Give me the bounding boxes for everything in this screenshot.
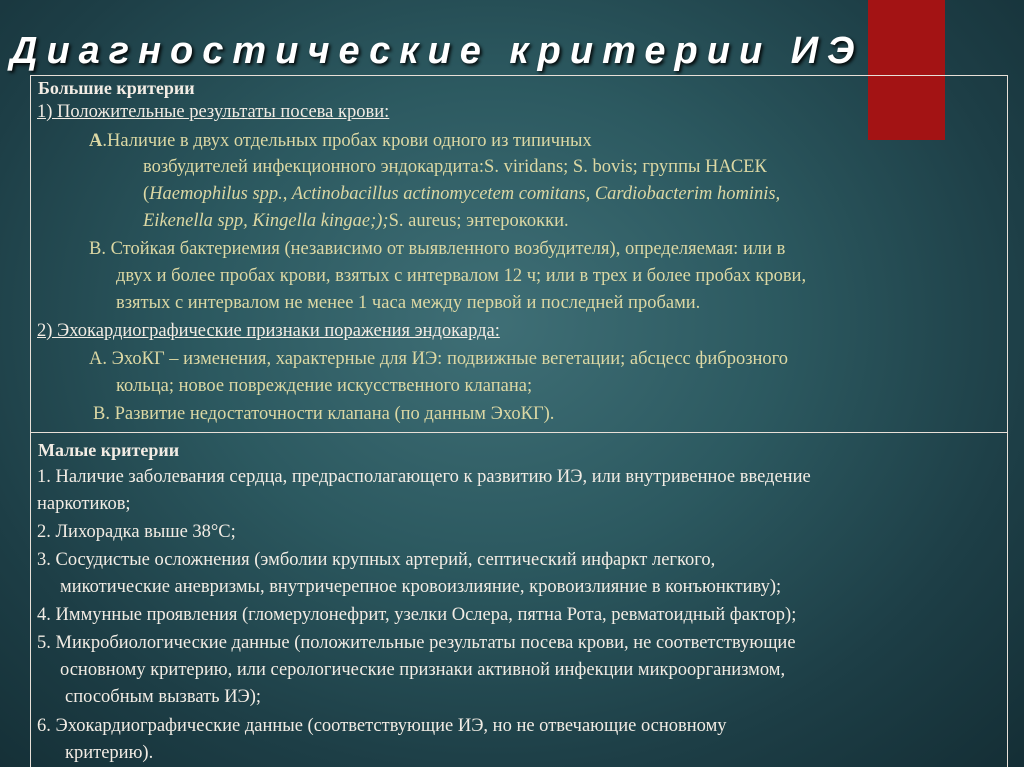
criterion-a-line-4 [143,208,569,234]
echo-b-line: В. Развитие недостаточности клапана (по данным ЭхоКГ). [93,404,555,424]
criterion-a-paren: ( [143,184,150,204]
minor-line-1: 1. Наличие заболевания сердца, предрасполагающего к развитию ИЭ, или внутривенное введение [37,467,811,487]
echo-heading: 2) Эхокардиографические признаки поражения эндокарда: [37,321,500,341]
minor-line-4: 3. Сосудистые осложнения (эмболии крупных артерий, септический инфаркт легкого, [37,550,716,570]
minor-criteria-header: Малые критерии [38,440,180,460]
blood-culture-heading: 1) Положительные результаты посева крови: [37,102,390,122]
echo-a-line-2: кольца; новое повреждение искусственного клапана; [116,376,533,396]
minor-line-6: 4. Иммунные проявления (гломерулонефрит, узелки Ослера, пятна Рота, ревматоидный фактор); [37,605,797,625]
criteria-table [30,75,1008,767]
minor-line-8: основному критерию, или серологические признаки активной инфекции микроорганизмом, [60,660,786,680]
major-criteria-header: Большие критерии [38,78,195,98]
criterion-a-line-2: возбудителей инфекционного эндокардита:S. viridans; S. bovis; группы НАСЕК [143,157,767,177]
minor-line-10: 6. Эхокардиографические данные (соответствующие ИЭ, но не отвечающие основному [37,716,727,736]
criterion-b-line-2: двух и более пробах крови, взятых с интервалом 12 ч; или в трех и более пробах крови, [116,266,807,286]
echo-a-line-1: А. ЭхоКГ – изменения, характерные для ИЭ: подвижные вегетации; абсцесс фиброзного [89,349,789,369]
criterion-a-letter: А [89,131,103,151]
minor-line-3: 2. Лихорадка выше 38°С; [37,522,236,542]
criterion-b-line-1: В. Стойкая бактериемия (независимо от выявленного возбудителя), определяемая: или в [89,239,786,259]
slide-title: Диагностические критерии ИЭ [10,30,864,72]
minor-line-5: микотические аневризмы, внутричерепное кровоизлияние, кровоизлияние в конъюнктиву); [60,577,782,597]
criterion-a-text: .Наличие в двух отдельных пробах крови одного из типичных [102,131,592,151]
criterion-b-line-3: взятых с интервалом не менее 1 часа между первой и последней пробами. [116,293,701,313]
minor-line-11: критерию). [65,743,154,763]
criterion-a-line-3 [143,181,780,207]
criterion-a-line-1 [89,128,592,154]
major-criteria-cell [31,76,1007,433]
minor-line-7: 5. Микробиологические данные (положительные результаты посева крови, не соответствующие [37,633,796,653]
criterion-a-species: Haemophilus spp., Actinobacillus actinomycetem comitans, Cardiobacterim hominis, [149,184,781,204]
minor-line-2: наркотиков; [37,494,131,514]
minor-line-9: способным вызвать ИЭ); [65,687,262,707]
criterion-a-species-2: Eikenella spp, Kingella kingae;); [143,211,389,231]
criterion-a-tail: S. aureus; энтерококки. [388,211,569,231]
